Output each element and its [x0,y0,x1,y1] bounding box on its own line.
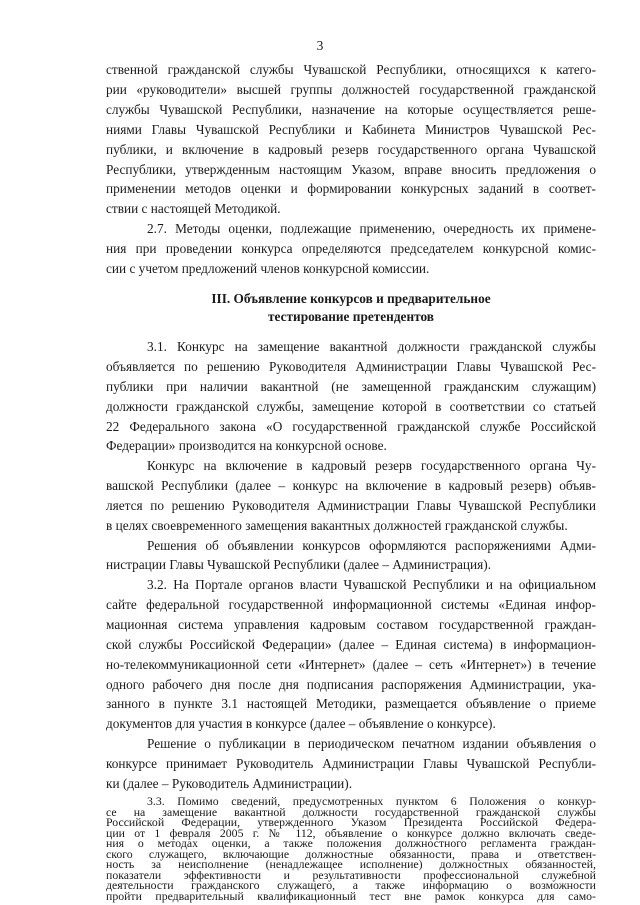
text-line: ственной гражданской службы Чувашской Республики, относящихся к катего- [106,62,596,77]
text-line: должности гражданской службы, замещение которой в соответствии со статьей [106,399,596,414]
text-line: документов для участия в конкурсе (далее – объявление о конкурсе). [106,716,496,731]
text-line: конкурсе принимает Руководитель Администрации Главы Чувашской Республи- [106,756,596,771]
text-line: одного рабочего дня после дня подписания распоряжения Администрации, ука- [106,677,596,692]
text-line: Решения об объявлении конкурсов оформляются распоряжениями Адми- [147,538,596,553]
text-line: сайте федеральной государственной информационной системы «Единая инфор- [106,597,596,612]
text-line: ляется по решению Руководителя Администрации Главы Чувашской Республики [106,498,596,513]
text-line: ции от 1 февраля 2005 г. № 112, объявление о конкурсе должно включать сведе- [106,825,596,840]
text-line: ность за неисполнение (ненадлежащее исполнение) должностных обязанностей, [106,857,596,871]
text-line: публики, и включение в кадровый резерв государственного органа Чувашской [106,142,596,157]
text-line: 22 Федерального закона «О государственной гражданской службе Российской [106,419,596,434]
text-line: ния о методах оценки, а также положения должностного регламента граждан- [106,836,596,850]
text-line: ствии с настоящей Методикой. [106,201,281,216]
text-line: в целях своевременного замещения вакантных должностей гражданской службы. [106,518,568,533]
text-line: Конкурс на включение в кадровый резерв государственного органа Чу- [147,458,596,473]
text-line: нистрации Главы Чувашской Республики (далее – Администрация). [106,557,492,572]
text-line: показатели эффективности и результативности профессиональной служебной [106,867,596,882]
text-line: публики при наличии вакантной (не замещенной гражданским служащим) [106,379,596,394]
text-line: 3.2. На Портале органов власти Чувашской Республики и на официальном [147,577,596,592]
text-line: ниями Главы Чувашской Республики и Кабинета Министров Чувашской Рес- [106,122,596,137]
text-line: сии с учетом предложений членов конкурсной комиссии. [106,261,430,276]
text-line: рии «руководители» высшей группы должностей государственной гражданской [106,82,596,97]
text-line: ской службы Российской Федерации» (далее – Единая система) в информацион- [106,637,596,652]
text-line: объявляется по решению Руководителя Администрации Главы Чувашской Рес- [106,359,596,374]
text-line: 3.1. Конкурс на замещение вакантной должности гражданской службы [147,339,596,354]
text-line: пройти предварительный квалификационный тест вне рамок конкурса для само- [106,888,596,903]
text-line: Республики, утвержденным настоящим Указом, вправе вносить предложения о [106,162,596,177]
text-line: но-телекоммуникационной сети «Интернет» (далее – сеть «Интернет») в течение [106,657,596,672]
text-line: деятельности гражданского служащего, а также информацию о возможности [106,878,596,892]
text-line: ки (далее – Руководитель Администрации). [106,776,353,791]
text-line: ского служащего, включающие должностные обязанности, права и ответствен- [106,846,596,861]
text-line: се на замещение вакантной должности государственной гражданской службы [106,804,596,819]
section-heading: III. Объявление конкурсов и предварительное [211,291,491,306]
text-line: Решение о публикации в периодическом печатном издании объявления о [147,736,596,751]
text-line: ния при проведении конкурса определяются председателем конкурсной комис- [106,241,596,256]
text-line: применении методов оценки и формировании конкурсных заданий в соответ- [106,181,596,196]
text-line: 2.7. Методы оценки, подлежащие применению, очередность их примене- [147,221,596,236]
text-line: Российской Федерации, утвержденного Указом Президента Российской Федера- [106,815,596,829]
section-heading: тестирование претендентов [268,309,434,324]
text-line: Федерации» производится на конкурсной основе. [106,438,387,453]
text-line: занного в пункте 3.1 настоящей Методики, размещается объявление о приеме [106,696,596,711]
page-number: 3 [316,38,324,53]
text-line: мационная система управления кадровым составом государственной граждан- [106,617,596,632]
text-line: вашской Республики (далее – конкурс на включение в кадровый резерв) объяв- [106,478,596,493]
text-line: 3.3. Помимо сведений, предусмотренных пунктом 6 Положения о конкур- [147,794,596,808]
text-line: службы Чувашской Республики, назначение на которые осуществляется реше- [106,102,596,117]
